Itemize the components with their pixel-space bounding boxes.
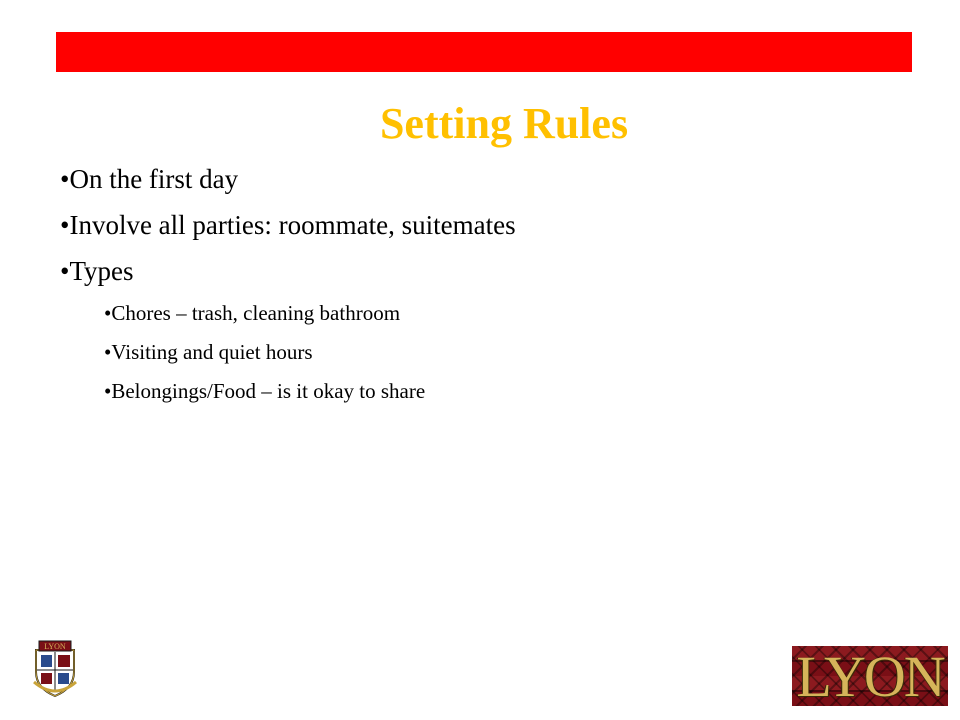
- top-red-bar: [56, 32, 912, 72]
- bullet-list: [60, 160, 516, 415]
- slide-title: Setting Rules: [379, 99, 629, 148]
- lyon-crest-icon: [30, 638, 80, 698]
- lyon-logo: [792, 646, 948, 706]
- crest-label: LYON: [44, 642, 66, 651]
- sub-bullet-item: •Chores – trash, cleaning bathroom: [104, 301, 401, 325]
- bullet-item: •Types: [60, 256, 134, 286]
- sub-bullet-item: •Visiting and quiet hours: [104, 340, 313, 364]
- bullet-item: •On the first day: [60, 164, 239, 194]
- logo-text: LYON: [796, 646, 944, 706]
- bullet-item: •Involve all parties: roommate, suitemates: [60, 210, 516, 240]
- sub-bullet-item: •Belongings/Food – is it okay to share: [104, 379, 426, 403]
